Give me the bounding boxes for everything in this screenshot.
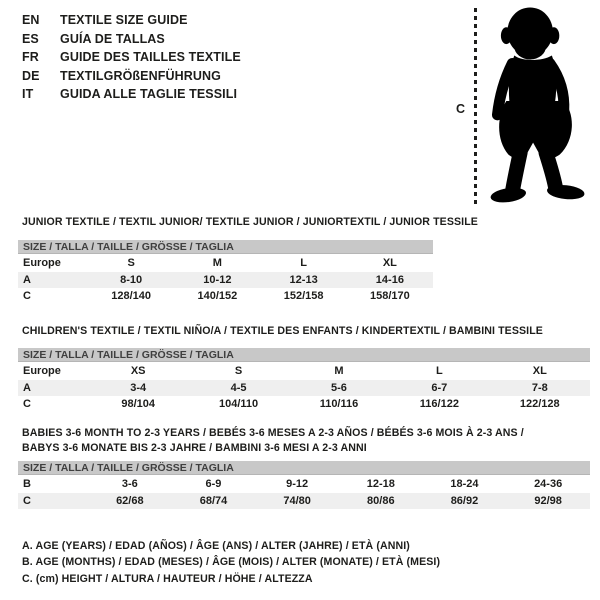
table-row [18, 255, 433, 272]
size-cell: 3-6 [121, 478, 138, 491]
junior-size-table [18, 255, 433, 305]
row-label: Europe [23, 257, 61, 270]
size-cell: 3-4 [88, 380, 188, 397]
size-cell: 6-7 [389, 380, 489, 397]
lang-row-es [22, 30, 241, 49]
lang-row-fr [22, 48, 241, 67]
size-cell: 74/80 [255, 493, 339, 510]
row-label: C [23, 290, 31, 303]
size-cell: L [436, 365, 443, 378]
size-header-bar: SIZE / TALLA / TAILLE / GRÖSSE / TAGLIA [18, 348, 590, 362]
legend-notes [22, 538, 440, 587]
size-cell: 7-8 [490, 380, 590, 397]
lang-code: EN [22, 13, 40, 27]
size-cell: S [234, 365, 243, 378]
size-cell: 18-24 [450, 478, 479, 491]
lang-code: FR [22, 50, 39, 65]
size-header-bar: SIZE / TALLA / TAILLE / GRÖSSE / TAGLIA [18, 240, 433, 254]
table-row [18, 363, 590, 380]
size-cell: 68/74 [172, 493, 256, 510]
lang-code: IT [22, 87, 34, 102]
size-cell: 86/92 [423, 493, 507, 510]
size-cell: 98/104 [121, 398, 156, 411]
legend-line-a: A. AGE (YEARS) / EDAD (AÑOS) / ÂGE (ANS) / ALTER (JAHRE) / ETÀ (ANNI) [22, 540, 410, 552]
size-cell: L [300, 257, 307, 270]
size-cell: 5-6 [289, 380, 389, 397]
lang-title: TEXTILGRÖßENFÜHRUNG [60, 68, 221, 83]
babies-title-line2: BABYS 3-6 MONATE BIS 2-3 JAHRE / BAMBINI 3-6 MESI A 2-3 ANNI [22, 441, 367, 454]
babies-size-table [18, 476, 590, 509]
legend-line-c: C. (cm) HEIGHT / ALTURA / HAUTEUR / HÖHE / ALTEZZA [22, 572, 313, 585]
height-measure-figure [440, 0, 600, 215]
size-cell: 12-13 [261, 272, 347, 289]
row-label: Europe [23, 365, 61, 378]
lang-code: ES [22, 31, 39, 46]
size-header-bar: SIZE / TALLA / TAILLE / GRÖSSE / TAGLIA [18, 461, 590, 475]
size-cell: XL [532, 365, 547, 378]
size-cell: 80/86 [339, 493, 423, 510]
size-cell: 24-36 [534, 478, 563, 491]
lang-title: GUÍA DE TALLAS [60, 31, 165, 46]
size-cell: 140/152 [197, 290, 238, 303]
size-cell: 104/110 [219, 398, 259, 411]
size-cell: 6-9 [205, 478, 222, 491]
size-cell: M [212, 257, 222, 270]
size-cell: 128/140 [111, 290, 151, 303]
lang-code: DE [22, 68, 40, 83]
size-cell: 110/116 [319, 398, 359, 411]
size-cell: 152/158 [283, 290, 324, 303]
toddler-silhouette-icon [482, 4, 598, 204]
row-label: A [18, 380, 88, 397]
junior-section-title: JUNIOR TEXTILE / TEXTIL JUNIOR/ TEXTILE JUNIOR / JUNIORTEXTIL / JUNIOR TESSILE [22, 216, 478, 228]
size-cell: 4-5 [188, 380, 288, 397]
size-cell: 10-12 [174, 272, 260, 289]
size-cell: 12-18 [366, 478, 395, 491]
babies-title-line1: BABIES 3-6 MONTH TO 2-3 YEARS / BEBÉS 3-6 MESES A 2-3 AÑOS / BÉBÉS 3-6 MOIS À 2-3 ANS / [22, 427, 524, 439]
size-cell: 14-16 [347, 272, 433, 289]
lang-title: GUIDE DES TAILLES TEXTILE [60, 50, 241, 65]
lang-row-it [22, 85, 241, 104]
table-row [18, 476, 590, 493]
children-size-table [18, 363, 590, 413]
size-cell: XL [382, 257, 397, 270]
lang-title: TEXTILE SIZE GUIDE [60, 13, 188, 27]
row-label: B [23, 478, 31, 491]
height-measure-label: C [456, 102, 466, 116]
table-row [18, 493, 590, 510]
table-row [18, 396, 590, 413]
children-section-title: CHILDREN'S TEXTILE / TEXTIL NIÑO/A / TEXTILE DES ENFANTS / KINDERTEXTIL / BAMBINI TESSILE [22, 325, 543, 337]
height-dashed-line [474, 8, 477, 206]
row-label: C [18, 493, 88, 510]
row-label: C [23, 398, 31, 411]
size-cell: S [127, 257, 135, 270]
lang-title: GUIDA ALLE TAGLIE TESSILI [60, 87, 238, 102]
table-row [18, 272, 433, 289]
size-cell: 62/68 [88, 493, 172, 510]
table-row [18, 288, 433, 305]
row-label: A [18, 272, 88, 289]
table-row [18, 380, 590, 397]
size-cell: M [334, 365, 344, 378]
lang-row-en [22, 11, 241, 30]
size-cell: 122/128 [519, 398, 560, 411]
size-cell: 9-12 [286, 478, 309, 491]
babies-section-title [22, 426, 582, 455]
size-cell: 158/170 [369, 290, 410, 303]
size-cell: XS [130, 365, 146, 378]
size-cell: 8-10 [88, 272, 174, 289]
size-cell: 116/122 [419, 398, 459, 411]
lang-row-de [22, 67, 241, 86]
size-cell: 92/98 [506, 493, 590, 510]
legend-line-b: B. AGE (MONTHS) / EDAD (MESES) / ÂGE (MOIS) / ALTER (MONATE) / ETÀ (MESI) [22, 556, 441, 569]
language-title-list [22, 11, 241, 104]
